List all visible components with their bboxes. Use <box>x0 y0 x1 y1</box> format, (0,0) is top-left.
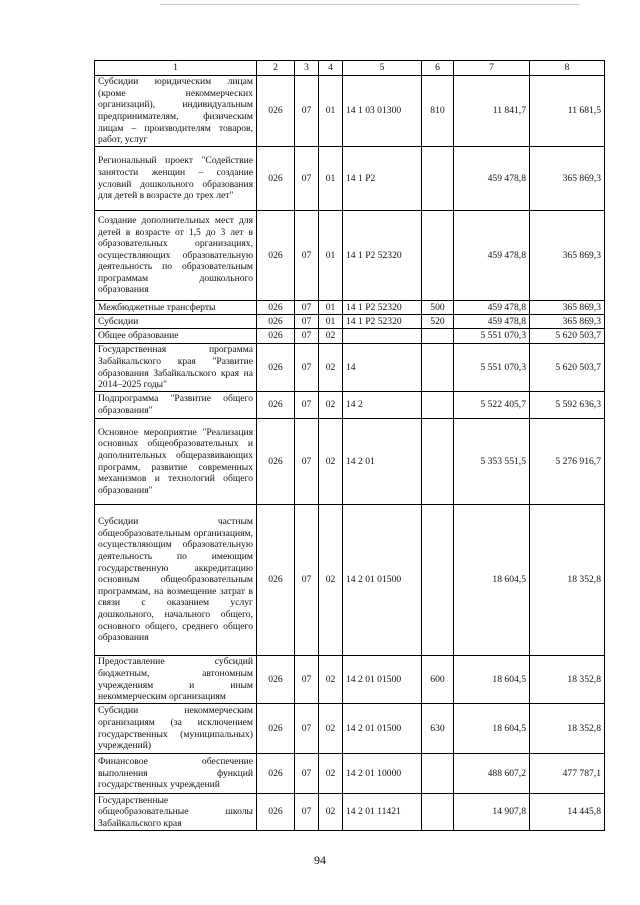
row-name: Создание дополнительных мест для детей в возрасте от 1,5 до 3 лет в образовательных организациях, осуществляющих образовательную деятельность по образовательным программам дошкольного образования <box>95 211 257 301</box>
cell-section: 07 <box>295 794 319 831</box>
table-row <box>95 344 605 392</box>
cell-section: 07 <box>295 329 319 344</box>
cell-amount-1: 5 551 070,3 <box>454 329 530 344</box>
table-row <box>95 147 605 211</box>
header-cell: 3 <box>295 61 319 76</box>
table-row <box>95 315 605 329</box>
cell-section: 07 <box>295 754 319 794</box>
table-header-row <box>95 61 605 76</box>
cell-subsection: 01 <box>319 315 343 329</box>
cell-section: 07 <box>295 505 319 656</box>
cell-subsection: 02 <box>319 754 343 794</box>
cell-target-article: 14 2 01 <box>343 419 422 505</box>
row-name: Субсидии <box>95 315 257 329</box>
row-name: Государственная программа Забайкальского края "Развитие образования Забайкальского края на 2014–2025 годы" <box>95 344 257 392</box>
row-name: Субсидии некоммерческим организациям (за исключением государственных (муниципальных) учреждений) <box>95 704 257 754</box>
cell-target-article: 14 2 01 01500 <box>343 704 422 754</box>
cell-subsection: 01 <box>319 301 343 315</box>
cell-amount-1: 14 907,8 <box>454 794 530 831</box>
table-row <box>95 656 605 704</box>
cell-subsection: 02 <box>319 344 343 392</box>
cell-subsection: 01 <box>319 211 343 301</box>
cell-amount-2: 18 352,8 <box>530 704 605 754</box>
cell-section: 07 <box>295 76 319 147</box>
cell-amount-2: 14 445,8 <box>530 794 605 831</box>
cell-target-article: 14 1 P2 <box>343 147 422 211</box>
table-row <box>95 419 605 505</box>
cell-amount-2: 365 869,3 <box>530 301 605 315</box>
cell-ministry: 026 <box>257 344 295 392</box>
cell-ministry: 026 <box>257 419 295 505</box>
cell-expense-type <box>422 329 454 344</box>
table-row <box>95 754 605 794</box>
cell-target-article: 14 <box>343 344 422 392</box>
cell-amount-1: 5 551 070,3 <box>454 344 530 392</box>
cell-ministry: 026 <box>257 505 295 656</box>
cell-ministry: 026 <box>257 301 295 315</box>
cell-expense-type <box>422 211 454 301</box>
row-name: Подпрограмма "Развитие общего образования" <box>95 392 257 419</box>
cell-section: 07 <box>295 344 319 392</box>
header-cell: 8 <box>530 61 605 76</box>
cell-section: 07 <box>295 211 319 301</box>
cell-amount-1: 488 607,2 <box>454 754 530 794</box>
cell-expense-type: 500 <box>422 301 454 315</box>
header-cell: 5 <box>343 61 422 76</box>
top-rule <box>160 4 580 5</box>
cell-subsection: 02 <box>319 329 343 344</box>
header-cell: 7 <box>454 61 530 76</box>
cell-target-article <box>343 329 422 344</box>
cell-subsection: 01 <box>319 76 343 147</box>
cell-expense-type: 630 <box>422 704 454 754</box>
cell-amount-1: 459 478,8 <box>454 301 530 315</box>
cell-section: 07 <box>295 301 319 315</box>
table-row <box>95 329 605 344</box>
header-cell: 1 <box>95 61 257 76</box>
cell-section: 07 <box>295 704 319 754</box>
cell-amount-2: 18 352,8 <box>530 505 605 656</box>
cell-amount-2: 5 276 916,7 <box>530 419 605 505</box>
cell-expense-type <box>422 419 454 505</box>
table-row <box>95 505 605 656</box>
cell-amount-2: 5 620 503,7 <box>530 329 605 344</box>
cell-target-article: 14 2 01 11421 <box>343 794 422 831</box>
cell-ministry: 026 <box>257 656 295 704</box>
row-name: Основное мероприятие "Реализация основных общеобразовательных и дополнительных общеразвивающих программ, развитие современных механизмов и технологий общего образования" <box>95 419 257 505</box>
row-name: Межбюджетные трансферты <box>95 301 257 315</box>
cell-section: 07 <box>295 392 319 419</box>
cell-ministry: 026 <box>257 794 295 831</box>
cell-amount-2: 5 592 636,3 <box>530 392 605 419</box>
cell-amount-1: 18 604,5 <box>454 505 530 656</box>
cell-ministry: 026 <box>257 329 295 344</box>
cell-target-article: 14 1 03 01300 <box>343 76 422 147</box>
cell-expense-type <box>422 794 454 831</box>
cell-subsection: 02 <box>319 794 343 831</box>
header-cell: 6 <box>422 61 454 76</box>
cell-subsection: 02 <box>319 505 343 656</box>
row-name: Субсидии частным общеобразовательным организациям, осуществляющим образовательную деятельность по имеющим государственную аккредитацию основным общеобразовательным программам, на возмещение затрат в связи с оказанием услуг дошкольного, начального общего, основного общего, среднего общего образования <box>95 505 257 656</box>
cell-target-article: 14 2 01 01500 <box>343 656 422 704</box>
cell-amount-2: 365 869,3 <box>530 211 605 301</box>
cell-ministry: 026 <box>257 76 295 147</box>
cell-section: 07 <box>295 147 319 211</box>
cell-subsection: 02 <box>319 656 343 704</box>
cell-target-article: 14 2 01 10000 <box>343 754 422 794</box>
cell-amount-1: 18 604,5 <box>454 656 530 704</box>
cell-amount-1: 5 353 551,5 <box>454 419 530 505</box>
cell-ministry: 026 <box>257 392 295 419</box>
cell-ministry: 026 <box>257 704 295 754</box>
cell-expense-type: 810 <box>422 76 454 147</box>
cell-subsection: 02 <box>319 704 343 754</box>
budget-table <box>94 60 605 831</box>
cell-section: 07 <box>295 419 319 505</box>
cell-expense-type <box>422 344 454 392</box>
row-name: Субсидии юридическим лицам (кроме некоммерческих организаций), индивидуальным предпринимателям, физическим лицам – производителям товаров, работ, услуг <box>95 76 257 147</box>
table-row <box>95 704 605 754</box>
header-cell: 4 <box>319 61 343 76</box>
cell-expense-type <box>422 147 454 211</box>
cell-expense-type: 600 <box>422 656 454 704</box>
header-cell: 2 <box>257 61 295 76</box>
cell-subsection: 02 <box>319 392 343 419</box>
cell-target-article: 14 1 P2 52320 <box>343 315 422 329</box>
table-row <box>95 392 605 419</box>
cell-amount-1: 11 841,7 <box>454 76 530 147</box>
cell-target-article: 14 1 P2 52320 <box>343 211 422 301</box>
cell-amount-2: 477 787,1 <box>530 754 605 794</box>
cell-amount-1: 459 478,8 <box>454 315 530 329</box>
cell-section: 07 <box>295 315 319 329</box>
table-row <box>95 211 605 301</box>
cell-amount-2: 365 869,3 <box>530 315 605 329</box>
cell-amount-1: 18 604,5 <box>454 704 530 754</box>
table-row <box>95 76 605 147</box>
cell-amount-2: 11 681,5 <box>530 76 605 147</box>
cell-amount-1: 5 522 405,7 <box>454 392 530 419</box>
cell-ministry: 026 <box>257 315 295 329</box>
cell-expense-type <box>422 505 454 656</box>
row-name: Финансовое обеспечение выполнения функций государственных учреждений <box>95 754 257 794</box>
table-row <box>95 794 605 831</box>
cell-ministry: 026 <box>257 211 295 301</box>
cell-amount-2: 18 352,8 <box>530 656 605 704</box>
cell-subsection: 02 <box>319 419 343 505</box>
cell-expense-type <box>422 392 454 419</box>
cell-target-article: 14 2 01 01500 <box>343 505 422 656</box>
cell-target-article: 14 2 <box>343 392 422 419</box>
row-name: Региональный проект "Содействие занятости женщин – создание условий дошкольного образования для детей в возрасте до трех лет" <box>95 147 257 211</box>
cell-section: 07 <box>295 656 319 704</box>
cell-expense-type <box>422 754 454 794</box>
row-name: Предоставление субсидий бюджетным, автономным учреждениям и иным некоммерческим организациям <box>95 656 257 704</box>
row-name: Общее образование <box>95 329 257 344</box>
cell-ministry: 026 <box>257 147 295 211</box>
cell-expense-type: 520 <box>422 315 454 329</box>
cell-amount-1: 459 478,8 <box>454 147 530 211</box>
cell-amount-1: 459 478,8 <box>454 211 530 301</box>
table-row <box>95 301 605 315</box>
cell-subsection: 01 <box>319 147 343 211</box>
cell-amount-2: 5 620 503,7 <box>530 344 605 392</box>
cell-target-article: 14 1 P2 52320 <box>343 301 422 315</box>
page-number: 94 <box>314 853 326 867</box>
cell-amount-2: 365 869,3 <box>530 147 605 211</box>
cell-ministry: 026 <box>257 754 295 794</box>
row-name: Государственные общеобразовательные школы Забайкальского края <box>95 794 257 831</box>
